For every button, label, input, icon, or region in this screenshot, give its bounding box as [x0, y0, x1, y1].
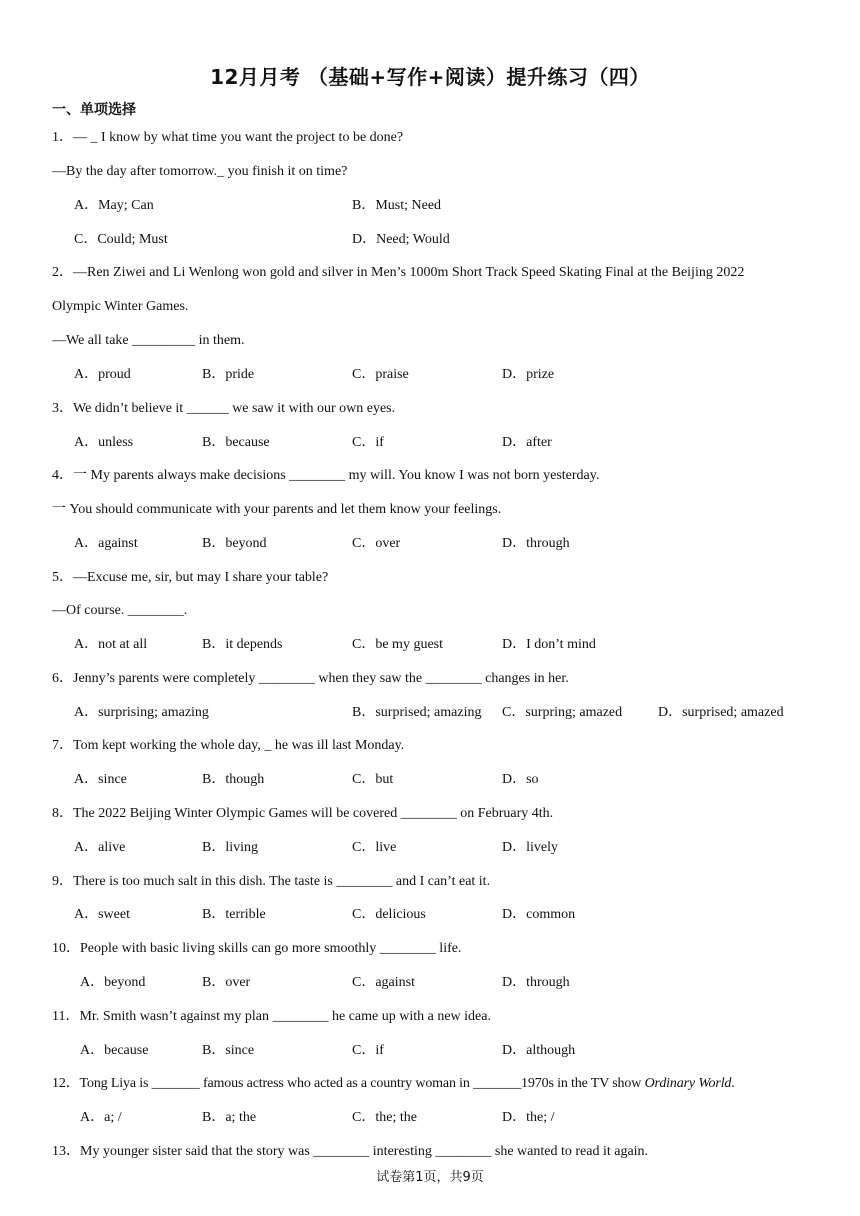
question-12-text-pre: 12．Tong Liya is _______ famous actress who acted as a country woman in _______1970s in the TV show — [52, 1076, 645, 1091]
question-11-option-b: B．since — [202, 1043, 255, 1058]
question-11-text: 11．Mr. Smith wasn’t against my plan ________ he came up with a new idea. — [52, 1009, 491, 1024]
question-4-option-b: B．beyond — [202, 536, 267, 551]
question-8-option-c: C．live — [352, 840, 397, 855]
question-7-option-b: B．though — [202, 772, 265, 787]
question-11-option-c: C．if — [352, 1043, 384, 1058]
question-4-option-c: C．over — [352, 536, 401, 551]
question-5-option-c: C．be my guest — [352, 637, 443, 652]
question-4-text: 4．一 My parents always make decisions ________ my will. You know I was not born yesterday. — [52, 468, 600, 483]
question-12-option-b: B．a; the — [202, 1110, 257, 1125]
question-3-text: 3．We didn’t believe it ______ we saw it with our own eyes. — [52, 401, 396, 416]
question-1-option-a: A．May; Can — [74, 198, 154, 213]
question-8-option-d: D．lively — [502, 840, 558, 855]
question-6-option-b: B．surprised; amazing — [352, 705, 482, 720]
question-2-option-c: C．praise — [352, 367, 409, 382]
question-12-option-d: D．the; / — [502, 1110, 555, 1125]
question-3-option-d: D．after — [502, 435, 552, 450]
question-8-option-a: A．alive — [74, 840, 126, 855]
question-3-option-a: A．unless — [74, 435, 134, 450]
question-2-option-d: D．prize — [502, 367, 555, 382]
question-10-option-b: B．over — [202, 975, 251, 990]
question-9-option-a: A．sweet — [74, 907, 130, 922]
question-7-option-c: C．but — [352, 772, 394, 787]
question-9-option-b: B．terrible — [202, 907, 266, 922]
question-5-option-a: A．not at all — [74, 637, 148, 652]
question-6-text: 6．Jenny’s parents were completely ________ when they saw the ________ changes in her. — [52, 671, 569, 686]
question-9-text: 9．There is too much salt in this dish. The taste is ________ and I can’t eat it. — [52, 874, 491, 889]
question-12-text — [52, 1075, 735, 1093]
question-2-text-2: Olympic Winter Games. — [52, 299, 189, 314]
question-5-option-b: B．it depends — [202, 637, 283, 652]
question-12-option-a: A．a; / — [80, 1110, 122, 1125]
question-8-option-b: B．living — [202, 840, 259, 855]
question-2-text-3: —We all take _________ in them. — [52, 333, 245, 348]
question-2-text: 2．—Ren Ziwei and Li Wenlong won gold and silver in Men’s 1000m Short Track Speed Skating Final at the Beijing 2022 — [52, 265, 745, 280]
question-1-option-b: B．Must; Need — [352, 198, 442, 213]
question-1-option-c: C．Could; Must — [74, 232, 168, 247]
question-5-text: 5．—Excuse me, sir, but may I share your table? — [52, 570, 329, 585]
question-3-option-b: B．because — [202, 435, 270, 450]
question-4-text-2: 一 You should communicate with your parents and let them know your feelings. — [52, 502, 502, 517]
question-5-text-2: —Of course. ________. — [52, 603, 188, 618]
question-9-option-d: D．common — [502, 907, 576, 922]
page-title: 12月月考 （基础+写作+阅读）提升练习（四） — [210, 65, 650, 89]
page-footer: 试卷第1页，共9页 — [376, 1170, 484, 1185]
question-6-option-c: C．surpring; amazed — [502, 705, 623, 720]
question-10-option-d: D．through — [502, 975, 570, 990]
question-7-text: 7．Tom kept working the whole day, _ he was ill last Monday. — [52, 738, 405, 753]
question-3-option-c: C．if — [352, 435, 384, 450]
question-4-option-d: D．through — [502, 536, 570, 551]
question-8-text: 8．The 2022 Beijing Winter Olympic Games will be covered ________ on February 4th. — [52, 806, 554, 821]
question-12-text-post: . — [731, 1076, 735, 1091]
question-10-text: 10．People with basic living skills can go more smoothly ________ life. — [52, 941, 462, 956]
section-heading: 一、单项选择 — [52, 102, 136, 118]
question-7-option-a: A．since — [74, 772, 127, 787]
question-9-option-c: C．delicious — [352, 907, 426, 922]
question-2-option-a: A．proud — [74, 367, 131, 382]
question-10-option-c: C．against — [352, 975, 415, 990]
question-4-option-a: A．against — [74, 536, 138, 551]
question-12-show-title: Ordinary World — [644, 1076, 732, 1091]
question-6-option-d: D．surprised; amazed — [658, 705, 784, 720]
question-7-option-d: D．so — [502, 772, 539, 787]
question-10-option-a: A．beyond — [80, 975, 146, 990]
question-1-option-d: D．Need; Would — [352, 232, 450, 247]
question-5-option-d: D．I don’t mind — [502, 637, 596, 652]
question-1-text-2: —By the day after tomorrow._ you finish it on time? — [52, 164, 348, 179]
question-11-option-d: D．although — [502, 1043, 576, 1058]
question-11-option-a: A．because — [80, 1043, 149, 1058]
question-6-option-a: A．surprising; amazing — [74, 705, 209, 720]
question-1-text: 1．— _ I know by what time you want the project to be done? — [52, 130, 404, 145]
question-12-option-c: C．the; the — [352, 1110, 417, 1125]
question-2-option-b: B．pride — [202, 367, 255, 382]
question-13-text: 13．My younger sister said that the story was ________ interesting ________ she wanted to read it again. — [52, 1144, 649, 1159]
